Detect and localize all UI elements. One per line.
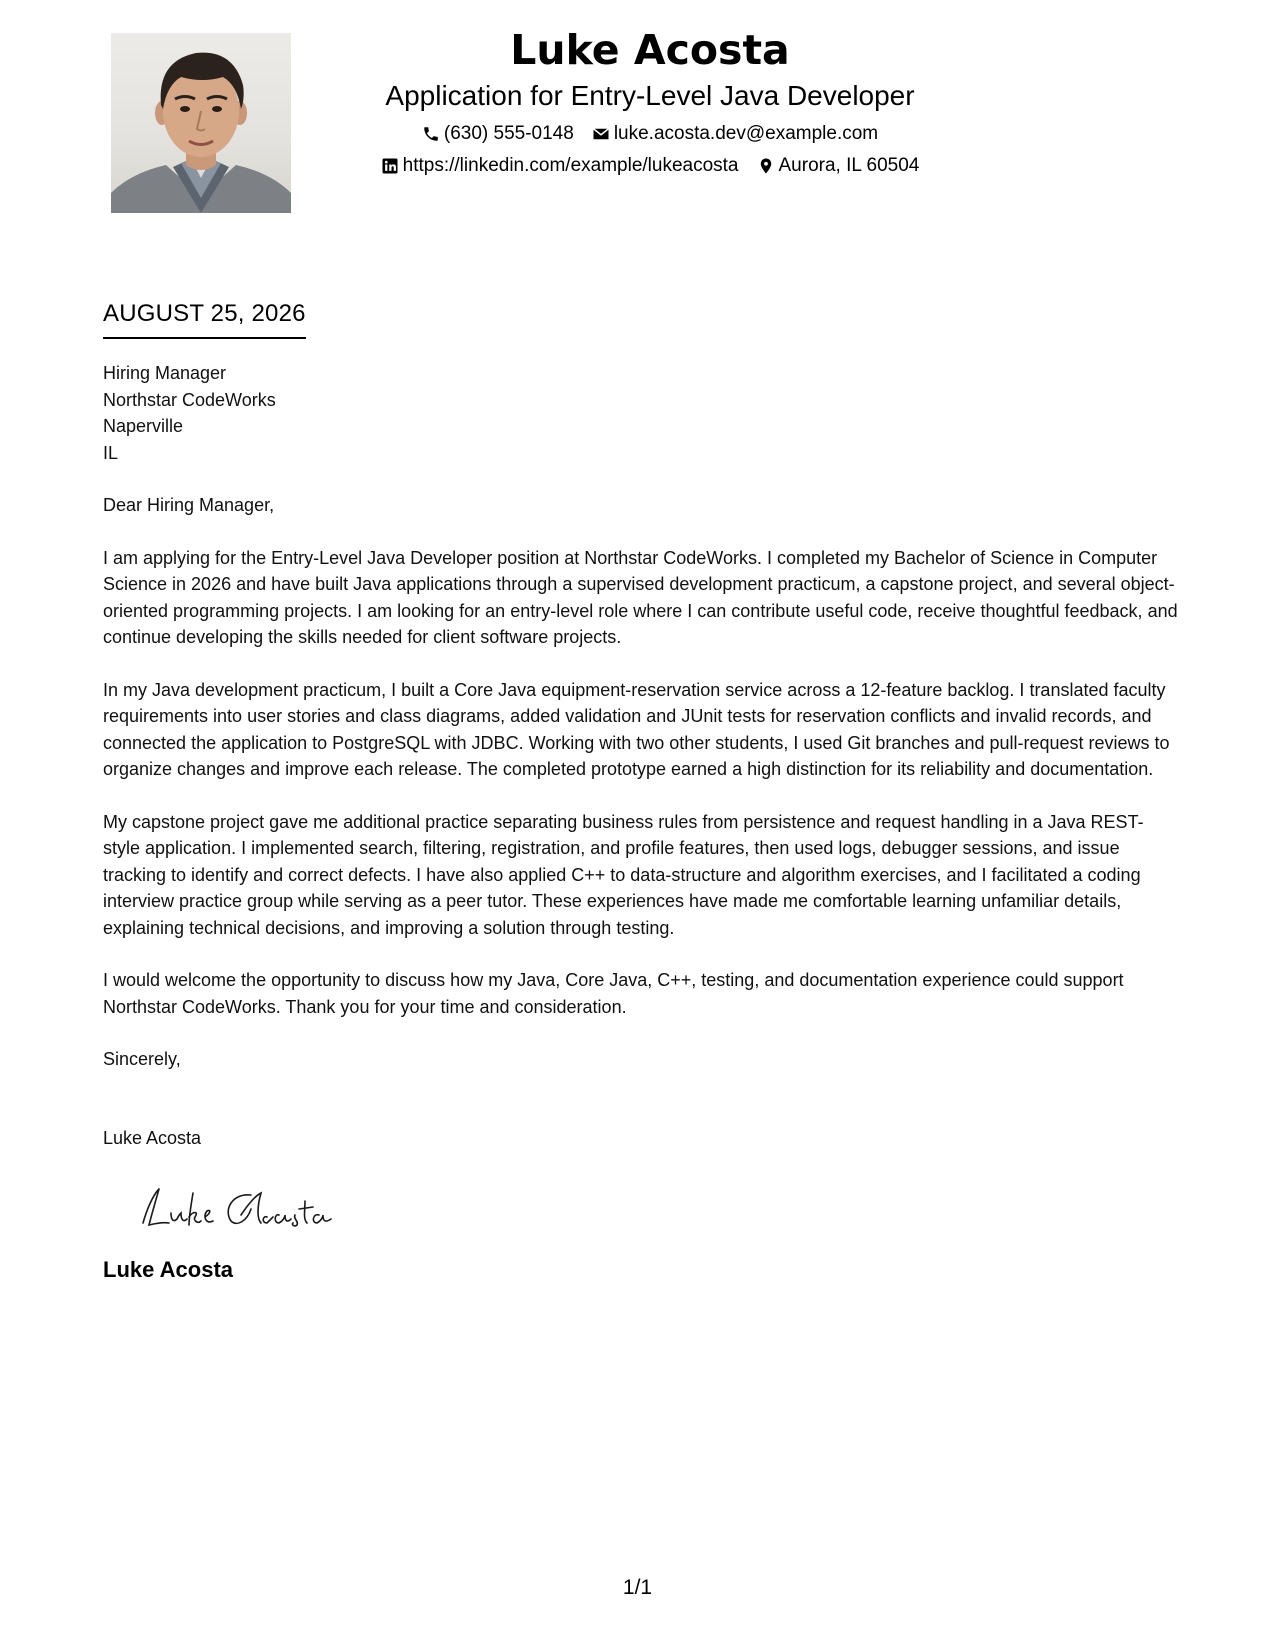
salutation: Dear Hiring Manager, <box>103 495 275 515</box>
email-text: luke.acosta.dev@example.com <box>613 123 879 144</box>
handwritten-signature <box>133 1179 343 1239</box>
contact-row-1 <box>300 122 1000 146</box>
page-indicator: 1/1 <box>622 1576 653 1599</box>
envelope-icon <box>592 125 610 143</box>
recipient-line: Naperville <box>103 416 184 436</box>
linkedin-icon <box>381 157 399 175</box>
phone-contact[interactable] <box>422 122 574 146</box>
linkedin-contact[interactable] <box>381 154 739 178</box>
body-paragraph: I would welcome the opportunity to discuss how my Java, Core Java, C++, testing, and documentation experience could support Northstar CodeWorks. Thank you for your time and consideration. <box>103 970 1124 1017</box>
location-text: Aurora, IL 60504 <box>778 155 920 176</box>
recipient-line: IL <box>103 442 119 463</box>
letter-header <box>300 22 1000 178</box>
body-paragraph: In my Java development practicum, I built a Core Java equipment-reservation service across a 12-feature backlog. I translated faculty requirements into user stories and class diagrams, added validation and JUnit tests for reservation conflicts and invalid records, and connected the application to PostgreSQL with JDBC. Working with two other students, I used Git branches and pull-request reviews to organize changes and improve each release. The completed prototype earned a high distinction for its reliability and documentation. <box>103 679 1170 779</box>
email-contact[interactable] <box>592 122 878 146</box>
recipient-line: Northstar CodeWorks <box>103 389 276 410</box>
typed-signature-name: Luke Acosta <box>103 1256 234 1282</box>
recipient-line: Hiring Manager <box>103 363 227 383</box>
phone-icon <box>422 125 440 143</box>
linkedin-text: https://linkedin.com/example/lukeacosta <box>402 155 739 176</box>
profile-photo <box>111 33 291 213</box>
contact-row-2 <box>300 154 1000 178</box>
letter-date: AUGUST 25, 2026 <box>103 299 306 339</box>
map-pin-icon <box>757 157 775 175</box>
phone-text: (630) 555-0148 <box>443 123 574 144</box>
closing: Sincerely, <box>103 1049 181 1069</box>
signed-name: Luke Acosta <box>103 1127 202 1148</box>
date-block <box>103 299 306 339</box>
portrait-illustration <box>111 33 291 213</box>
location-contact <box>757 154 920 178</box>
recipient-block <box>103 360 1178 466</box>
body-paragraph: My capstone project gave me additional practice separating business rules from persistence and request handling in a Java REST-style application. I implemented search, filtering, registration, and profile features, then used logs, debugger sessions, and issue tracking to identify and correct defects. I have also applied C++ to data-structure and algorithm exercises, and I facilitated a coding interview practice group while serving as a peer tutor. These experiences have made me comfortable learning unfamiliar details, explaining technical decisions, and improving a solution through testing. <box>103 811 1144 938</box>
application-title: Application for Entry-Level Java Developer <box>385 80 915 111</box>
letter-body <box>103 360 1178 1285</box>
applicant-name: Luke Acosta <box>510 26 790 74</box>
body-paragraph: I am applying for the Entry-Level Java Developer position at Northstar CodeWorks. I completed my Bachelor of Science in Computer Science in 2026 and have built Java applications through a supervised development practicum, a capstone project, and several object-oriented programming projects. I am looking for an entry-level role where I can contribute useful code, receive thoughtful feedback, and continue developing the skills needed for client software projects. <box>103 547 1178 647</box>
